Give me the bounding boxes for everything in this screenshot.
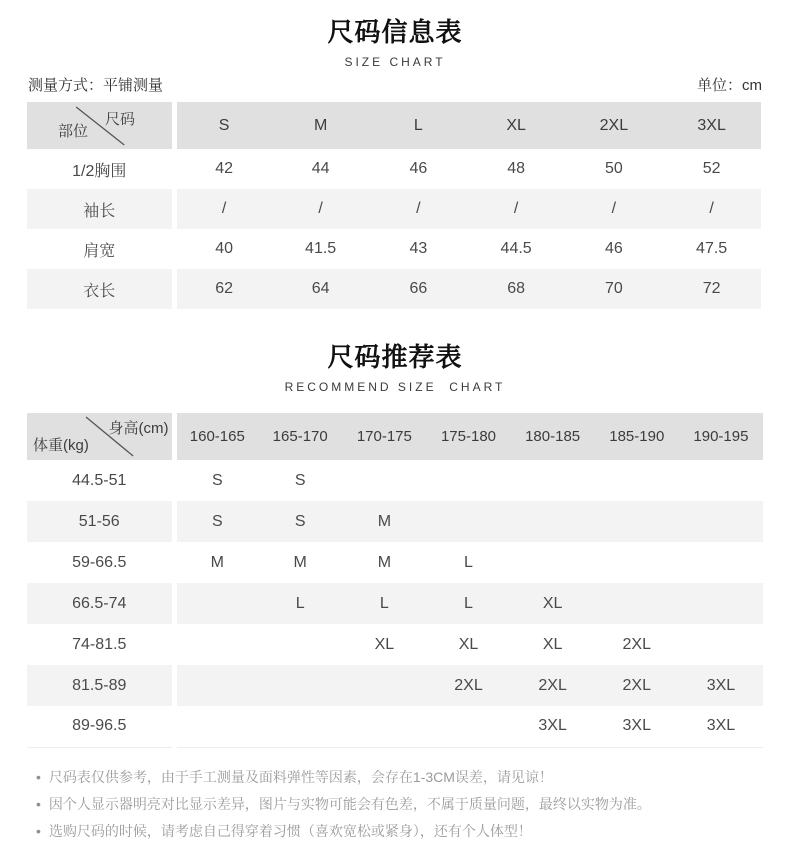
height-column-header: 190-195 [679, 413, 763, 460]
value-cell: 68 [467, 269, 565, 309]
size-cell: M [210, 553, 224, 571]
bullet-icon: • [36, 822, 41, 839]
size-chart-title: 尺码信息表 [327, 17, 463, 47]
recommend-size-table [27, 413, 763, 748]
size-cell: L [464, 553, 473, 571]
size-chart-header-row [27, 102, 761, 149]
diagonal-line-icon [27, 102, 172, 149]
corner-bottom-label: 体重(kg) [33, 437, 89, 454]
size-cell [342, 665, 426, 706]
note-item [36, 824, 790, 838]
size-cell: S [174, 501, 258, 542]
footer-notes [36, 770, 790, 838]
value-cell: / [174, 189, 272, 229]
value-cell: / [370, 189, 468, 229]
size-cell [174, 665, 258, 706]
size-cell [679, 583, 763, 624]
value-cell: 44.5 [500, 240, 532, 257]
table-row [27, 706, 763, 747]
weight-row-label: 89-96.5 [27, 706, 174, 747]
size-cell [174, 624, 258, 665]
size-cell [595, 501, 679, 542]
recommend-chart-subtitle: RECOMMEND SIZE CHART [284, 380, 506, 394]
size-cell [679, 460, 763, 501]
size-column-header: L [370, 102, 468, 149]
recommend-header-row [27, 413, 763, 460]
height-column-header: 165-170 [258, 413, 342, 460]
row-label: 肩宽 [27, 229, 174, 269]
row-label: 衣长 [27, 269, 174, 309]
size-cell [679, 624, 763, 665]
value-cell: 42 [215, 160, 234, 177]
size-cell [342, 706, 426, 747]
size-cell [342, 460, 426, 501]
size-column-header: S [174, 102, 272, 149]
size-cell [679, 501, 763, 542]
value-cell: / [272, 189, 370, 229]
value-cell: 50 [604, 160, 623, 177]
value-cell: 48 [507, 160, 526, 177]
table-row [27, 269, 761, 309]
row-label: 1/2胸围 [27, 149, 174, 189]
table-row [27, 501, 763, 542]
size-cell: M [377, 553, 392, 571]
height-column-header: 160-165 [174, 413, 258, 460]
size-cell: L [426, 583, 510, 624]
weight-row-label: 44.5-51 [27, 460, 174, 501]
value-cell: 46 [409, 160, 428, 177]
size-column-header: 2XL [565, 102, 663, 149]
size-cell [174, 706, 258, 747]
size-cell: XL [374, 635, 395, 653]
note-text: 因个人显示器明亮对比显示差异，图片与实物可能会有色差，不属于质量问题，最终以实物为准。 [48, 795, 651, 812]
value-cell: / [467, 189, 565, 229]
size-cell: XL [511, 583, 595, 624]
measure-unit-row [0, 74, 790, 95]
size-cell [679, 542, 763, 583]
corner-bottom-label: 部位 [58, 123, 89, 140]
height-column-header: 175-180 [426, 413, 510, 460]
height-column-header: 185-190 [595, 413, 679, 460]
size-cell [426, 501, 510, 542]
weight-row-label: 51-56 [27, 501, 174, 542]
size-chart-header [0, 0, 790, 69]
value-cell: 66 [370, 269, 468, 309]
table-row [27, 665, 763, 706]
size-cell: 3XL [538, 717, 567, 735]
size-cell: M [293, 553, 307, 571]
size-column-header: M [272, 102, 370, 149]
size-cell: XL [458, 635, 479, 653]
size-cell: L [258, 583, 342, 624]
value-cell: 47.5 [696, 240, 728, 257]
size-chart-subtitle: SIZE CHART [344, 55, 446, 69]
size-cell [595, 583, 679, 624]
size-cell: S [294, 471, 306, 489]
table-row [27, 229, 761, 269]
row-label: 袖长 [27, 189, 174, 229]
size-cell [258, 706, 342, 747]
size-cell: XL [542, 635, 563, 653]
weight-row-label: 81.5-89 [27, 665, 174, 706]
note-text: 尺码表仅供参考，由于手工测量及面料弹性等因素，会存在1-3CM误差，请见谅！ [48, 768, 553, 785]
size-cell [174, 583, 258, 624]
size-chart-table [27, 102, 763, 309]
table-row [27, 624, 763, 665]
bullet-icon: • [36, 795, 41, 812]
corner-top-label: 身高(cm) [108, 420, 169, 437]
recommend-chart-header [0, 337, 790, 394]
size-cell [595, 542, 679, 583]
corner-cell [27, 413, 174, 460]
value-cell: 52 [702, 160, 721, 177]
value-cell: / [663, 189, 761, 229]
size-cell [258, 624, 342, 665]
value-cell: 40 [215, 240, 234, 257]
size-cell: 2XL [426, 665, 510, 706]
recommend-chart-title: 尺码推荐表 [327, 342, 463, 372]
measure-method-label: 测量方式：平铺测量 [28, 77, 164, 94]
value-cell: 62 [174, 269, 272, 309]
table-row [27, 149, 761, 189]
weight-row-label: 59-66.5 [27, 542, 174, 583]
size-column-header: XL [467, 102, 565, 149]
size-cell: M [342, 501, 426, 542]
note-text: 选购尺码的时候，请考虑自己得穿着习惯（喜欢宽松或紧身），还有个人体型！ [48, 822, 532, 839]
size-cell [511, 460, 595, 501]
size-cell: 3XL [706, 717, 736, 735]
unit-label: 单位：cm [697, 77, 762, 94]
note-item [36, 770, 790, 784]
size-cell [426, 460, 510, 501]
size-cell [511, 542, 595, 583]
size-cell [426, 706, 510, 747]
value-cell: / [565, 189, 663, 229]
value-cell: 41.5 [305, 240, 337, 257]
height-column-header: 170-175 [342, 413, 426, 460]
value-cell: 43 [409, 240, 428, 257]
corner-cell [27, 102, 174, 149]
size-cell: S [258, 501, 342, 542]
table-row [27, 542, 763, 583]
value-cell: 44 [311, 160, 330, 177]
size-cell: 2XL [511, 665, 595, 706]
size-cell: L [342, 583, 426, 624]
value-cell: 70 [565, 269, 663, 309]
size-cell [595, 460, 679, 501]
value-cell: 46 [604, 240, 623, 257]
size-cell [258, 665, 342, 706]
weight-row-label: 66.5-74 [27, 583, 174, 624]
size-cell: 3XL [679, 665, 763, 706]
table-row [27, 189, 761, 229]
bullet-icon: • [36, 768, 41, 785]
table-row [27, 583, 763, 624]
note-item [36, 797, 790, 811]
value-cell: 64 [272, 269, 370, 309]
corner-top-label: 尺码 [105, 111, 136, 128]
height-column-header: 180-185 [511, 413, 595, 460]
table-row [27, 460, 763, 501]
size-column-header: 3XL [663, 102, 761, 149]
value-cell: 72 [663, 269, 761, 309]
size-cell: 3XL [622, 717, 651, 735]
size-cell: 2XL [595, 665, 679, 706]
size-cell: 2XL [622, 635, 651, 653]
weight-row-label: 74-81.5 [27, 624, 174, 665]
size-cell [511, 501, 595, 542]
size-cell: S [211, 471, 223, 489]
